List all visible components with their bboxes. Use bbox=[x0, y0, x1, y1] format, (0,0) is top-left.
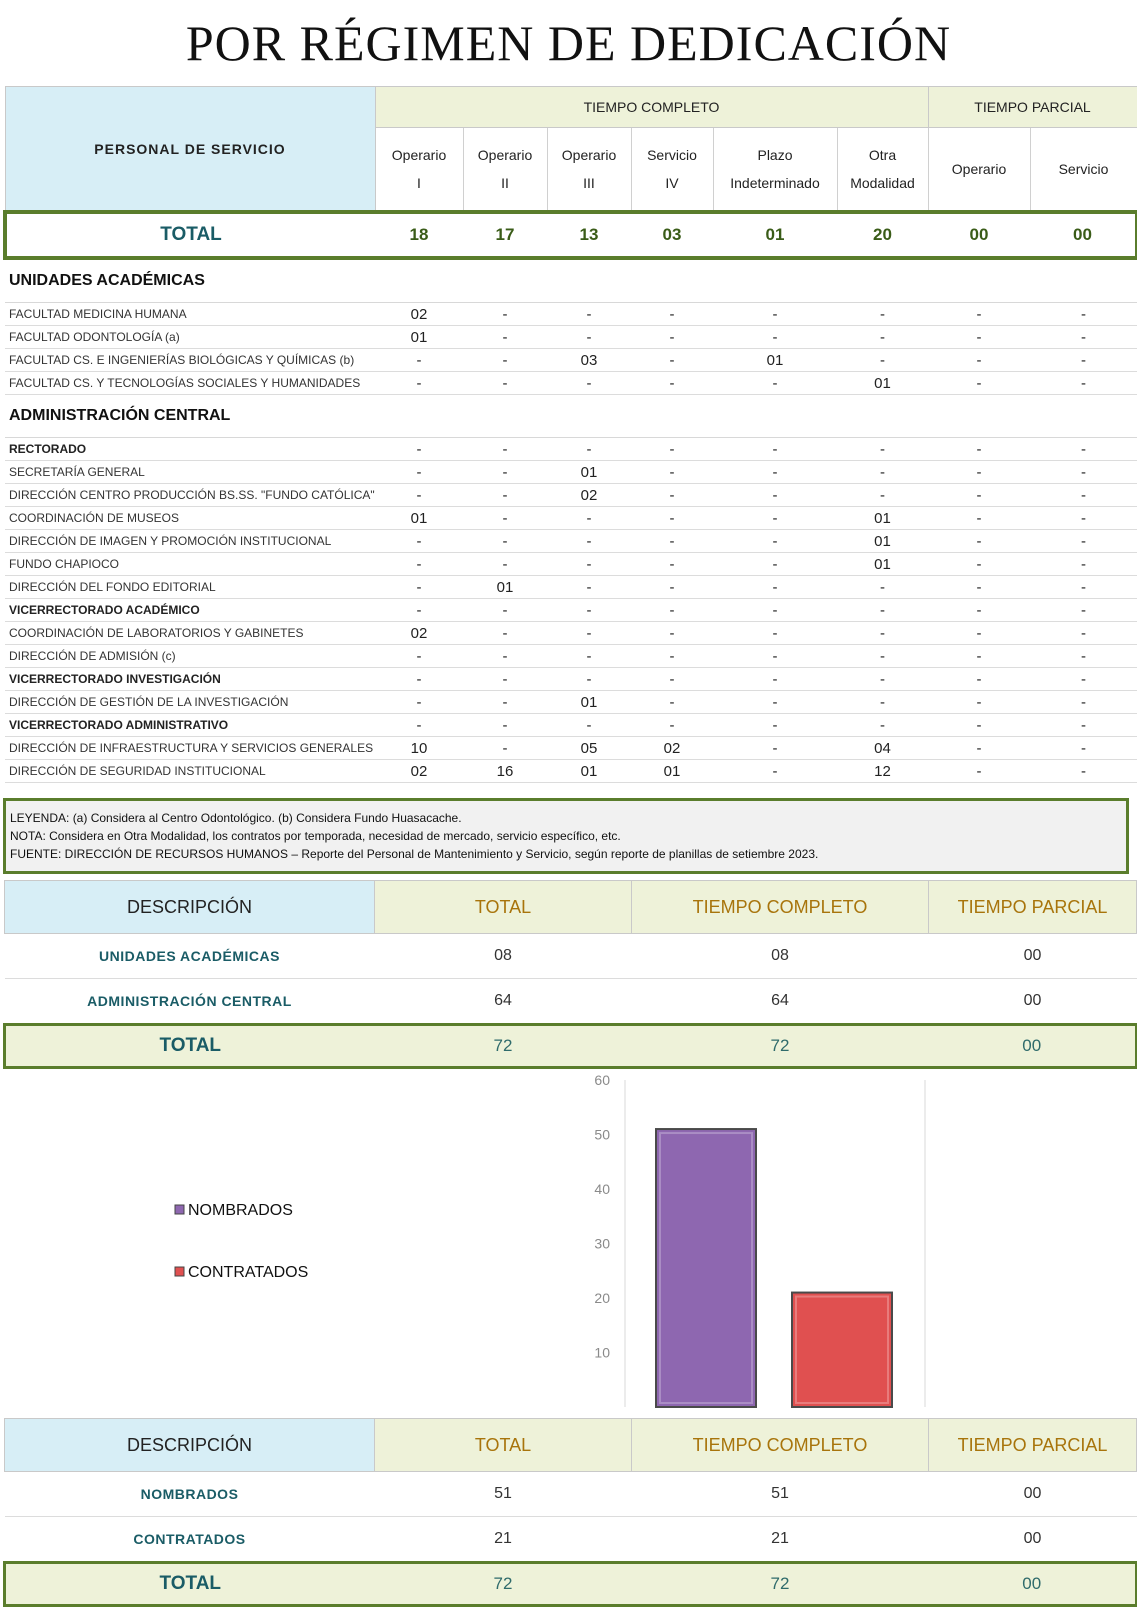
bar-nombrados bbox=[656, 1129, 756, 1407]
cell: - bbox=[1030, 349, 1137, 372]
table-row bbox=[5, 622, 1137, 645]
row-label: DIRECCIÓN DEL FONDO EDITORIAL bbox=[5, 576, 375, 599]
cell: - bbox=[463, 599, 547, 622]
cell: - bbox=[928, 599, 1030, 622]
total-row bbox=[5, 212, 1137, 258]
total-cell: 72 bbox=[632, 1025, 929, 1068]
total-row bbox=[5, 1563, 1137, 1606]
cell: - bbox=[547, 668, 631, 691]
total-cell: 17 bbox=[463, 212, 547, 258]
cell: 10 bbox=[375, 737, 463, 760]
cell: 64 bbox=[375, 979, 632, 1025]
cell: - bbox=[837, 326, 928, 349]
cell: - bbox=[837, 622, 928, 645]
cell: - bbox=[713, 737, 837, 760]
y-tick-label: 40 bbox=[594, 1181, 610, 1197]
cell: - bbox=[375, 668, 463, 691]
table-row bbox=[5, 576, 1137, 599]
cell: - bbox=[463, 645, 547, 668]
cell: - bbox=[631, 303, 713, 326]
table-row bbox=[5, 979, 1137, 1025]
table-row bbox=[5, 530, 1137, 553]
cell: - bbox=[837, 668, 928, 691]
cell: - bbox=[928, 530, 1030, 553]
header-total: TOTAL bbox=[375, 1419, 632, 1472]
cell: - bbox=[463, 737, 547, 760]
row-label: DIRECCIÓN DE ADMISIÓN (c) bbox=[5, 645, 375, 668]
cell: - bbox=[463, 303, 547, 326]
cell: - bbox=[631, 553, 713, 576]
column-header: Servicio IV bbox=[631, 128, 713, 213]
total-cell: 00 bbox=[929, 1025, 1137, 1068]
row-label: CONTRATADOS bbox=[5, 1517, 375, 1563]
group-part-time: TIEMPO PARCIAL bbox=[928, 87, 1137, 128]
cell: 64 bbox=[632, 979, 929, 1025]
cell: - bbox=[928, 326, 1030, 349]
cell: - bbox=[463, 326, 547, 349]
header-part-time: TIEMPO PARCIAL bbox=[929, 881, 1137, 934]
cell: 00 bbox=[929, 1517, 1137, 1563]
cell: - bbox=[1030, 461, 1137, 484]
total-cell: 72 bbox=[375, 1563, 632, 1606]
cell: - bbox=[463, 530, 547, 553]
table-row bbox=[5, 645, 1137, 668]
cell: - bbox=[713, 553, 837, 576]
cell: - bbox=[375, 691, 463, 714]
cell: - bbox=[1030, 576, 1137, 599]
source-line: FUENTE: DIRECCIÓN DE RECURSOS HUMANOS – Reporte del Personal de Mantenimiento y Servicio, según reporte de planillas de setiembre 2023. bbox=[10, 847, 819, 861]
column-header: Servicio bbox=[1030, 128, 1137, 213]
cell: - bbox=[375, 461, 463, 484]
cell: - bbox=[928, 576, 1030, 599]
personal-header: PERSONAL DE SERVICIO bbox=[5, 87, 375, 213]
cell: - bbox=[547, 372, 631, 395]
bar-chart bbox=[0, 1065, 1137, 1415]
cell: 01 bbox=[547, 760, 631, 783]
section-academic: UNIDADES ACADÉMICAS bbox=[5, 258, 1137, 303]
cell: - bbox=[713, 530, 837, 553]
cell: - bbox=[928, 438, 1030, 461]
cell: - bbox=[928, 484, 1030, 507]
cell: - bbox=[713, 668, 837, 691]
cell: - bbox=[837, 576, 928, 599]
cell: - bbox=[928, 372, 1030, 395]
cell: - bbox=[631, 576, 713, 599]
cell: 01 bbox=[837, 372, 928, 395]
table-row bbox=[5, 1472, 1137, 1517]
cell: 08 bbox=[632, 934, 929, 979]
cell: 01 bbox=[375, 507, 463, 530]
table-row bbox=[5, 1517, 1137, 1563]
chart-svg bbox=[0, 1065, 1137, 1415]
cell: 01 bbox=[713, 349, 837, 372]
y-tick-label: 60 bbox=[594, 1072, 610, 1088]
legend-label: CONTRATADOS bbox=[188, 1264, 309, 1281]
row-label: FACULTAD ODONTOLOGÍA (a) bbox=[5, 326, 375, 349]
legend-swatch bbox=[175, 1267, 184, 1276]
cell: - bbox=[631, 484, 713, 507]
cell: - bbox=[631, 530, 713, 553]
cell: - bbox=[375, 576, 463, 599]
section-admin: ADMINISTRACIÓN CENTRAL bbox=[5, 395, 1137, 438]
cell: - bbox=[631, 507, 713, 530]
cell: - bbox=[837, 438, 928, 461]
total-label: TOTAL bbox=[5, 212, 375, 258]
cell: - bbox=[713, 622, 837, 645]
cell: - bbox=[547, 622, 631, 645]
cell: - bbox=[375, 438, 463, 461]
table-row bbox=[5, 507, 1137, 530]
cell: 08 bbox=[375, 934, 632, 979]
cell: - bbox=[713, 326, 837, 349]
cell: - bbox=[837, 599, 928, 622]
cell: - bbox=[928, 349, 1030, 372]
cell: 04 bbox=[837, 737, 928, 760]
cell: 02 bbox=[375, 622, 463, 645]
cell: - bbox=[375, 599, 463, 622]
cell: - bbox=[1030, 530, 1137, 553]
y-tick-label: 30 bbox=[594, 1235, 610, 1252]
table-row bbox=[5, 438, 1137, 461]
cell: - bbox=[837, 645, 928, 668]
cell: - bbox=[713, 760, 837, 783]
table-row bbox=[5, 737, 1137, 760]
cell: - bbox=[928, 668, 1030, 691]
cell: 00 bbox=[929, 979, 1137, 1025]
cell: - bbox=[1030, 668, 1137, 691]
cell: - bbox=[713, 438, 837, 461]
cell: - bbox=[375, 714, 463, 737]
row-label: FACULTAD MEDICINA HUMANA bbox=[5, 303, 375, 326]
cell: - bbox=[1030, 714, 1137, 737]
column-header: Operario I bbox=[375, 128, 463, 213]
cell: - bbox=[547, 553, 631, 576]
cell: - bbox=[463, 691, 547, 714]
total-cell: 20 bbox=[837, 212, 928, 258]
header-full-time: TIEMPO COMPLETO bbox=[632, 881, 929, 934]
row-label: SECRETARÍA GENERAL bbox=[5, 461, 375, 484]
total-cell: 72 bbox=[632, 1563, 929, 1606]
cell: - bbox=[928, 507, 1030, 530]
cell: - bbox=[463, 372, 547, 395]
cell: - bbox=[375, 530, 463, 553]
cell: - bbox=[713, 461, 837, 484]
row-label: VICERRECTORADO ADMINISTRATIVO bbox=[5, 714, 375, 737]
row-label: FUNDO CHAPIOCO bbox=[5, 553, 375, 576]
cell: - bbox=[375, 349, 463, 372]
cell: - bbox=[463, 714, 547, 737]
cell: - bbox=[631, 349, 713, 372]
cell: - bbox=[631, 691, 713, 714]
row-label: DIRECCIÓN DE GESTIÓN DE LA INVESTIGACIÓN bbox=[5, 691, 375, 714]
row-label: FACULTAD CS. E INGENIERÍAS BIOLÓGICAS Y QUÍMICAS (b) bbox=[5, 349, 375, 372]
cell: - bbox=[928, 553, 1030, 576]
cell: - bbox=[713, 303, 837, 326]
cell: 01 bbox=[463, 576, 547, 599]
cell: 03 bbox=[547, 349, 631, 372]
cell: 00 bbox=[929, 934, 1137, 979]
cell: 02 bbox=[375, 303, 463, 326]
cell: 21 bbox=[375, 1517, 632, 1563]
total-cell: 00 bbox=[1030, 212, 1137, 258]
cell: - bbox=[1030, 507, 1137, 530]
table-row bbox=[5, 303, 1137, 326]
cell: 21 bbox=[632, 1517, 929, 1563]
cell: - bbox=[837, 714, 928, 737]
row-label: DIRECCIÓN CENTRO PRODUCCIÓN BS.SS. "FUNDO CATÓLICA" bbox=[5, 484, 375, 507]
cell: - bbox=[631, 438, 713, 461]
cell: - bbox=[1030, 760, 1137, 783]
total-cell: 00 bbox=[929, 1563, 1137, 1606]
row-label: COORDINACIÓN DE LABORATORIOS Y GABINETES bbox=[5, 622, 375, 645]
cell: 51 bbox=[632, 1472, 929, 1517]
cell: - bbox=[928, 461, 1030, 484]
y-tick-label: 50 bbox=[594, 1126, 610, 1143]
cell: - bbox=[1030, 622, 1137, 645]
cell: - bbox=[1030, 691, 1137, 714]
total-cell: 03 bbox=[631, 212, 713, 258]
cell: - bbox=[1030, 645, 1137, 668]
cell: - bbox=[375, 645, 463, 668]
cell: - bbox=[631, 326, 713, 349]
cell: - bbox=[713, 576, 837, 599]
y-tick-label: 10 bbox=[594, 1344, 610, 1361]
staff-table bbox=[3, 86, 1137, 783]
page-title: POR RÉGIMEN DE DEDICACIÓN bbox=[185, 15, 952, 71]
cell: - bbox=[1030, 303, 1137, 326]
cell: - bbox=[1030, 372, 1137, 395]
table-row bbox=[5, 553, 1137, 576]
cell: - bbox=[463, 438, 547, 461]
row-label: DIRECCIÓN DE IMAGEN Y PROMOCIÓN INSTITUCIONAL bbox=[5, 530, 375, 553]
cell: - bbox=[463, 668, 547, 691]
column-header: Plazo Indeterminado bbox=[713, 128, 837, 213]
cell: - bbox=[631, 622, 713, 645]
note-line: NOTA: Considera en Otra Modalidad, los contratos por temporada, necesidad de mercado, servicio específico, etc. bbox=[10, 829, 621, 843]
row-label: DIRECCIÓN DE INFRAESTRUCTURA Y SERVICIOS GENERALES bbox=[5, 737, 375, 760]
cell: - bbox=[547, 530, 631, 553]
total-label: TOTAL bbox=[5, 1563, 375, 1606]
cell: - bbox=[837, 303, 928, 326]
cell: - bbox=[713, 691, 837, 714]
header-total: TOTAL bbox=[375, 881, 632, 934]
cell: 01 bbox=[375, 326, 463, 349]
table-row bbox=[5, 461, 1137, 484]
cell: - bbox=[928, 303, 1030, 326]
cell: 01 bbox=[837, 530, 928, 553]
cell: - bbox=[713, 484, 837, 507]
cell: 02 bbox=[547, 484, 631, 507]
cell: - bbox=[928, 760, 1030, 783]
cell: - bbox=[631, 668, 713, 691]
row-label: VICERRECTORADO ACADÉMICO bbox=[5, 599, 375, 622]
cell: - bbox=[837, 691, 928, 714]
cell: - bbox=[631, 714, 713, 737]
cell: - bbox=[375, 484, 463, 507]
total-label: TOTAL bbox=[5, 1025, 375, 1068]
cell: - bbox=[463, 553, 547, 576]
table-row bbox=[5, 691, 1137, 714]
table-row bbox=[5, 484, 1137, 507]
cell: 01 bbox=[547, 691, 631, 714]
cell: - bbox=[713, 714, 837, 737]
legend-note bbox=[3, 798, 1129, 874]
cell: - bbox=[547, 576, 631, 599]
total-row bbox=[5, 1025, 1137, 1068]
legend-label: NOMBRADOS bbox=[188, 1202, 293, 1219]
table-row bbox=[5, 599, 1137, 622]
table-row bbox=[5, 760, 1137, 783]
cell: - bbox=[1030, 737, 1137, 760]
cell: - bbox=[547, 714, 631, 737]
cell: - bbox=[547, 507, 631, 530]
row-label: NOMBRADOS bbox=[5, 1472, 375, 1517]
cell: 01 bbox=[631, 760, 713, 783]
total-cell: 01 bbox=[713, 212, 837, 258]
cell: 05 bbox=[547, 737, 631, 760]
cell: - bbox=[1030, 438, 1137, 461]
cell: - bbox=[631, 599, 713, 622]
cell: 00 bbox=[929, 1472, 1137, 1517]
cell: - bbox=[928, 714, 1030, 737]
column-header: Otra Modalidad bbox=[837, 128, 928, 213]
cell: 01 bbox=[837, 553, 928, 576]
cell: - bbox=[837, 484, 928, 507]
table-row bbox=[5, 349, 1137, 372]
group-full-time: TIEMPO COMPLETO bbox=[375, 87, 928, 128]
cell: 51 bbox=[375, 1472, 632, 1517]
cell: - bbox=[547, 303, 631, 326]
cell: - bbox=[375, 553, 463, 576]
cell: - bbox=[631, 461, 713, 484]
cell: - bbox=[928, 737, 1030, 760]
total-cell: 00 bbox=[928, 212, 1030, 258]
cell: - bbox=[463, 484, 547, 507]
cell: - bbox=[547, 645, 631, 668]
column-header: Operario II bbox=[463, 128, 547, 213]
cell: 02 bbox=[631, 737, 713, 760]
cell: - bbox=[1030, 326, 1137, 349]
header-part-time: TIEMPO PARCIAL bbox=[929, 1419, 1137, 1472]
row-label: COORDINACIÓN DE MUSEOS bbox=[5, 507, 375, 530]
cell: - bbox=[631, 372, 713, 395]
cell: - bbox=[1030, 599, 1137, 622]
row-label: FACULTAD CS. Y TECNOLOGÍAS SOCIALES Y HUMANIDADES bbox=[5, 372, 375, 395]
table-row bbox=[5, 714, 1137, 737]
cell: - bbox=[463, 622, 547, 645]
cell: 12 bbox=[837, 760, 928, 783]
legend-line: LEYENDA: (a) Considera al Centro Odontológico. (b) Considera Fundo Huasacache. bbox=[10, 811, 462, 825]
row-label: VICERRECTORADO INVESTIGACIÓN bbox=[5, 668, 375, 691]
y-tick-label: 20 bbox=[594, 1290, 610, 1306]
cell: 01 bbox=[547, 461, 631, 484]
total-cell: 72 bbox=[375, 1025, 632, 1068]
cell: - bbox=[1030, 553, 1137, 576]
cell: - bbox=[463, 507, 547, 530]
cell: - bbox=[713, 507, 837, 530]
cell: - bbox=[928, 622, 1030, 645]
legend-swatch bbox=[175, 1205, 184, 1214]
header-description: DESCRIPCIÓN bbox=[5, 881, 375, 934]
row-label: DIRECCIÓN DE SEGURIDAD INSTITUCIONAL bbox=[5, 760, 375, 783]
row-label: UNIDADES ACADÉMICAS bbox=[5, 934, 375, 979]
column-header: Operario bbox=[928, 128, 1030, 213]
cell: - bbox=[375, 372, 463, 395]
total-cell: 18 bbox=[375, 212, 463, 258]
summary-table-units bbox=[3, 880, 1137, 1069]
cell: - bbox=[463, 461, 547, 484]
header-full-time: TIEMPO COMPLETO bbox=[632, 1419, 929, 1472]
summary-table-type bbox=[3, 1418, 1137, 1607]
header-description: DESCRIPCIÓN bbox=[5, 1419, 375, 1472]
cell: - bbox=[631, 645, 713, 668]
cell: - bbox=[547, 599, 631, 622]
cell: - bbox=[1030, 484, 1137, 507]
cell: - bbox=[928, 691, 1030, 714]
table-row bbox=[5, 326, 1137, 349]
table-row bbox=[5, 372, 1137, 395]
bar-contratados bbox=[792, 1293, 892, 1407]
row-label: ADMINISTRACIÓN CENTRAL bbox=[5, 979, 375, 1025]
table-row bbox=[5, 934, 1137, 979]
cell: - bbox=[547, 438, 631, 461]
total-cell: 13 bbox=[547, 212, 631, 258]
cell: - bbox=[837, 461, 928, 484]
cell: - bbox=[837, 349, 928, 372]
cell: 02 bbox=[375, 760, 463, 783]
row-label: RECTORADO bbox=[5, 438, 375, 461]
cell: - bbox=[463, 349, 547, 372]
cell: - bbox=[713, 599, 837, 622]
cell: - bbox=[928, 645, 1030, 668]
table-row bbox=[5, 668, 1137, 691]
column-header: Operario III bbox=[547, 128, 631, 213]
cell: - bbox=[713, 372, 837, 395]
cell: 01 bbox=[837, 507, 928, 530]
cell: - bbox=[713, 645, 837, 668]
cell: 16 bbox=[463, 760, 547, 783]
cell: - bbox=[547, 326, 631, 349]
